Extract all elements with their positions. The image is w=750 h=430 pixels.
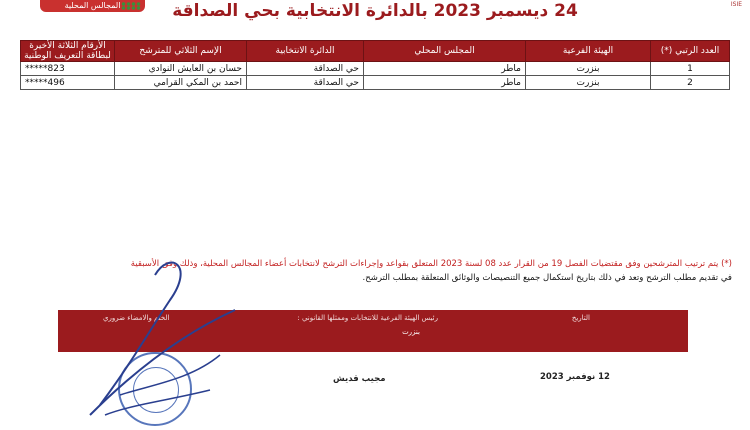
cell-district: حي الصداقة (247, 62, 364, 76)
president-label: رئيس الهيئة الفرعية للانتخابات وممثلها القانوني : (297, 314, 438, 322)
table-row (21, 62, 730, 76)
logo-left-text: المجالس المحلية (64, 1, 121, 10)
handwritten-signature (60, 255, 260, 425)
cell-branch: بنزرت (526, 62, 651, 76)
logo-right-text: ISIE (730, 1, 742, 8)
col-council: المجلس المحلي (364, 41, 526, 62)
cell-council: ماطر (364, 62, 526, 76)
cell-council: ماطر (364, 76, 526, 90)
president-name: مجيب قديش (333, 374, 386, 384)
signature-date: 12 نوفمبر 2023 (540, 372, 610, 382)
col-district: الدائرة الانتخابية (247, 41, 364, 62)
col-name: الإسم الثلاثي للمترشح (115, 41, 247, 62)
candidates-table (20, 40, 730, 90)
table-header-row (21, 41, 730, 62)
col-id: الأرقام الثلاثة الأخيرة لبطاقة التعريف الوطنية (21, 41, 115, 62)
table-row (21, 76, 730, 90)
cell-national-id: *****496 (21, 76, 115, 90)
cell-national-id: *****823 (21, 62, 115, 76)
cell-district: حي الصداقة (247, 76, 364, 90)
col-branch: الهيئة الفرعية (526, 41, 651, 62)
cell-candidate-name: حسان بن العايش النوادي (115, 62, 247, 76)
seal-label: الختم والامضاء ضروري (103, 314, 170, 322)
date-label: التاريخ (571, 314, 590, 322)
footnote-line-2: في تقديم مطلب الترشح وتعد في ذلك بتاريخ استكمال جميع التنصيصات والوثائق المتعلقة بمطلب الترشح. (362, 273, 732, 283)
cell-candidate-name: احمد بن المكي القرامي (115, 76, 247, 90)
cell-num: 1 (651, 62, 730, 76)
cell-num: 2 (651, 76, 730, 90)
footnote-line-1: (*) يتم ترتيب المترشحين وفق مقتضيات الفصل 19 من القرار عدد 08 لسنة 2023 المتعلق بقواعد وإجراءات الترشح لانتخابات أعضاء المجالس المحلية، وذلك وفق الأسبقية (130, 259, 732, 269)
document-title: 24 ديسمبر 2023 بالدائرة الانتخابية بحي الصداقة (172, 1, 578, 21)
cell-branch: بنزرت (526, 76, 651, 90)
branch-value: بنزرت (402, 328, 420, 336)
col-rank: العدد الرتبي (*) (651, 41, 730, 62)
